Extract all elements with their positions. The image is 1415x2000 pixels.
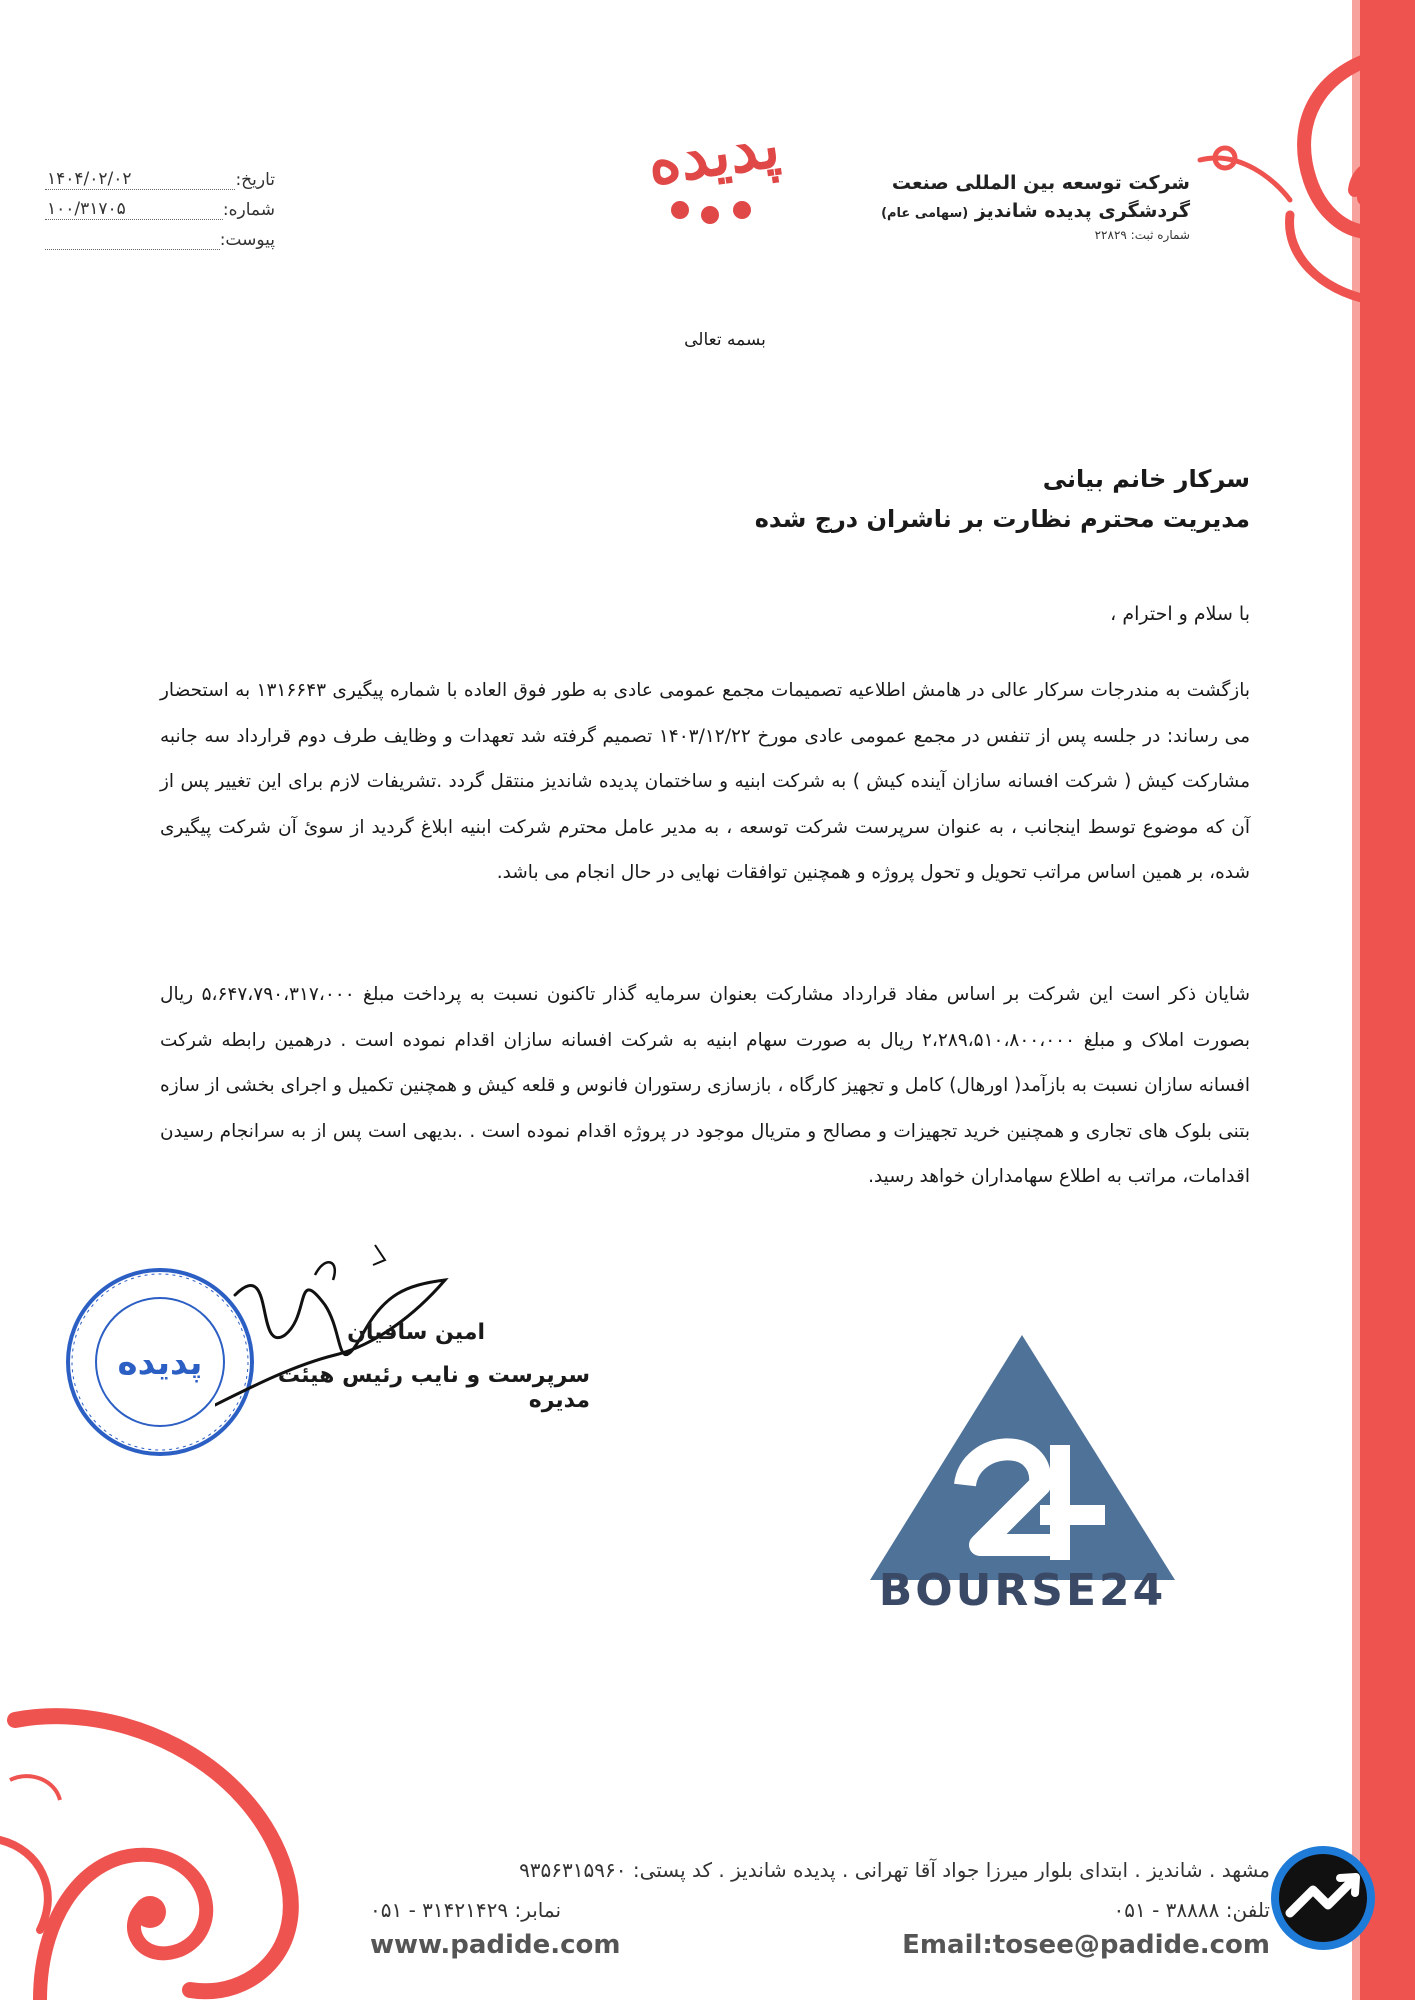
logo-text: پدیده	[642, 108, 784, 199]
company-name-main: گردشگری پدیده شاندیز	[974, 200, 1190, 222]
footer-phone: تلفن: ۳۸۸۸۸ - ۰۵۱	[1113, 1898, 1270, 1922]
recipient-block	[550, 465, 1250, 533]
bourse24-watermark-text: BOURSE24	[878, 1565, 1167, 1616]
date-label: تاریخ:	[235, 170, 275, 190]
number-label: شماره:	[222, 200, 275, 220]
company-logo	[640, 75, 790, 230]
recipient-office: مدیریت محترم نظارت بر ناشران درج شده	[754, 505, 1250, 533]
signer-block	[210, 1320, 590, 1413]
company-header	[810, 172, 1190, 242]
footer-email: Email:tosee@padide.com	[902, 1930, 1270, 1960]
letter-meta	[45, 160, 275, 250]
stamp-text: پدیده	[117, 1343, 203, 1383]
number-value: ۱۰۰/۳۱۷۰۵	[45, 199, 223, 220]
company-type: (سهامی عام)	[881, 206, 969, 221]
bottom-swirl-decoration	[0, 1700, 330, 2000]
company-name-line1: شرکت توسعه بین المللی صنعت	[891, 172, 1190, 194]
body-paragraph-2: شایان ذکر است این شرکت بر اساس مفاد قرارداد مشارکت بعنوان سرمایه گذار تاکنون نسبت به پرداخت مبلغ ۵،۶۴۷،۷۹۰،۳۱۷،۰۰۰ ریال بصورت املاک و مبلغ ۲،۲۸۹،۵۱۰،۸۰۰،۰۰۰ ریال به صورت سهام ابنیه به شرکت افسانه سازان اقدام نموده است . درهمین رابطه شرکت افسانه سازان نسبت به بازآمد( اورهال) کامل و تجهیز کارگاه ، بازسازی رستوران فانوس و قلعه کیش و همچنین تکمیل و اجرای بخشی از سازه بتنی بلوک های تجاری و همچنین خرید تجهیزات و مصالح و متریال موجود در پروژه اقدام نموده است . .بدیهی است پس از به سرانجام رسیدن اقدامات، مراتب به اطلاع سهامداران خواهد رسید.	[160, 984, 1250, 1187]
signer-title: سرپرست و نایب رئیس هیئت مدیره	[277, 1363, 590, 1413]
date-value: ۱۴۰۴/۰۲/۰۲	[45, 169, 235, 190]
attachment-value	[45, 249, 220, 250]
footer-website: www.padide.com	[370, 1930, 621, 1960]
recipient-name: سرکار خانم بیانی	[1042, 465, 1250, 493]
date-row	[45, 160, 275, 190]
signer-name: امین سافیان	[347, 1320, 485, 1345]
footer-fax: نمابر: ۳۱۴۲۱۴۲۹ - ۰۵۱	[370, 1898, 562, 1922]
footer-contact-row	[370, 1898, 1270, 1928]
registration-number: شماره ثبت: ۲۲۸۲۹	[1094, 228, 1190, 242]
top-swirl-decoration	[1180, 40, 1415, 330]
trend-arrow-badge-icon	[1268, 1843, 1378, 1953]
body-paragraph-1: بازگشت به مندرجات سرکار عالی در هامش اطلاعیه تصمیمات مجمع عمومی عادی به طور فوق العاده با شماره پیگیری ۱۳۱۶۶۴۳ به استحضار می رساند: در جلسه پس از تنفس در مجمع عمومی عادی مورخ ۱۴۰۳/۱۲/۲۲ تصمیم گرفته شد تعهدات و وظایف طرف دوم قرارداد سه جانبه مشارکت کیش ( شرکت افسانه سازان آینده کیش ) به شرکت ابنیه و ساختمان پدیده شاندیز منتقل گردد .تشریفات لازم برای این تغییر پس از آن که موضوع توسط اینجانب ، به عنوان سرپرست شرکت توسعه ، به مدیر عامل محترم شرکت ابنیه ابلاغ گردید از سویٔ آن شرکت پیگیری شده، بر همین اساس مراتب تحویل و تحول پروژه و همچنین توافقات نهایی در حال انجام می باشد.	[160, 680, 1250, 883]
footer-address: مشهد . شاندیز . ابتدای بلوار میرزا جواد آقا تهرانی . پدیده شاندیز . کد پستی: ۹۳۵۶۳۱۵۹۶۰	[519, 1858, 1270, 1882]
attachment-row	[45, 220, 275, 250]
company-name-line2	[810, 200, 1190, 222]
greeting: با سلام و احترام ،	[1110, 603, 1250, 625]
attachment-label: پیوست:	[219, 230, 275, 250]
footer-web-row	[370, 1930, 1270, 1964]
basmala: بسمه تعالی	[684, 330, 766, 350]
number-row	[45, 190, 275, 220]
